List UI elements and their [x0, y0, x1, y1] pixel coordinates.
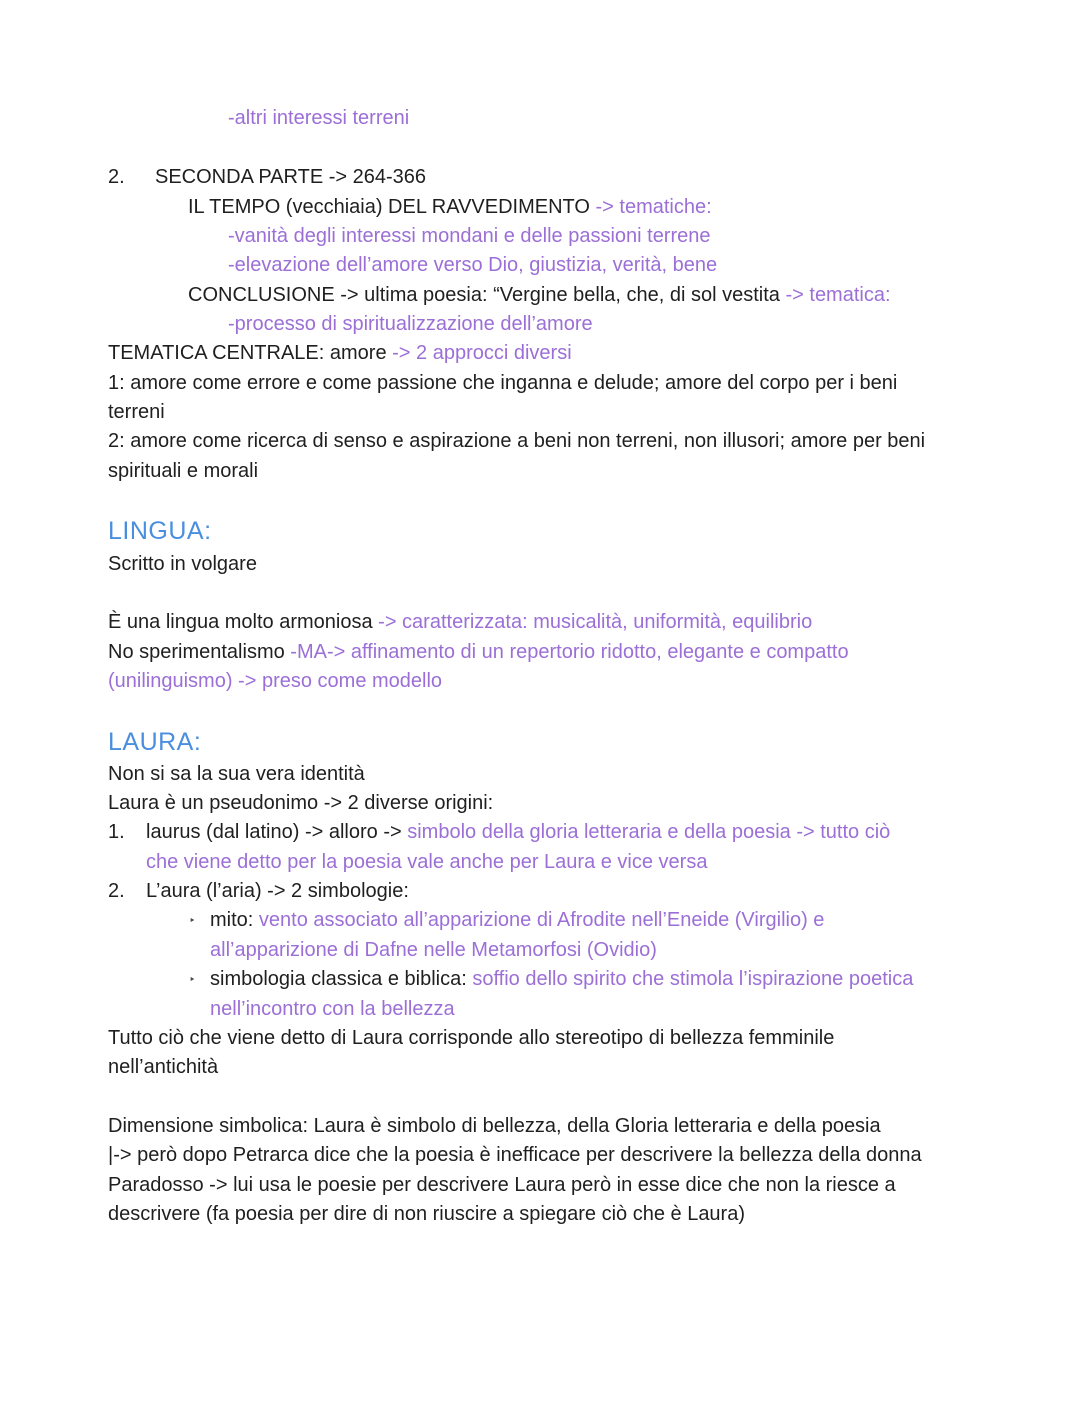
note-line: mito: vento associato all’apparizione di Afrodite nell’Eneide (Virgilio) e	[210, 909, 825, 931]
note-line: descrivere (fa poesia per dire di non riuscire a spiegare ciò che è Laura)	[108, 1203, 746, 1225]
note-line: all’apparizione di Dafne nelle Metamorfosi (Ovidio)	[210, 939, 657, 961]
heading-lingua: LINGUA:	[108, 517, 212, 545]
note-line: |-> però dopo Petrarca dice che la poesia è inefficace per descrivere la bellezza della donna	[108, 1144, 922, 1166]
note-line: IL TEMPO (vecchiaia) DEL RAVVEDIMENTO -> tematiche:	[188, 196, 712, 218]
triangle-bullet-icon: ‣	[189, 974, 196, 986]
note-line: CONCLUSIONE -> ultima poesia: “Vergine bella, che, di sol vestita -> tematica:	[188, 284, 891, 306]
section-title: SECONDA PARTE -> 264-366	[155, 166, 427, 188]
note-line: L’aura (l’aria) -> 2 simbologie:	[146, 880, 409, 902]
list-number: 1.	[108, 821, 125, 843]
note-line: Tutto ciò che viene detto di Laura corrisponde allo stereotipo di bellezza femminile	[108, 1027, 835, 1049]
note-line: Paradosso -> lui usa le poesie per descrivere Laura però in esse dice che non la riesce a	[108, 1174, 896, 1196]
note-line: Non si sa la sua vera identità	[108, 763, 365, 785]
note-line: TEMATICA CENTRALE: amore -> 2 approcci diversi	[108, 342, 572, 364]
note-line: nell’antichità	[108, 1056, 219, 1078]
note-line: 1: amore come errore e come passione che inganna e delude; amore del corpo per i beni	[108, 372, 898, 394]
note-line: -elevazione dell’amore verso Dio, giustizia, verità, bene	[228, 254, 718, 276]
note-line: -vanità degli interessi mondani e delle passioni terrene	[228, 225, 711, 247]
note-line: Laura è un pseudonimo -> 2 diverse origini:	[108, 792, 494, 814]
note-line: che viene detto per la poesia vale anche per Laura e vice versa	[146, 851, 708, 873]
note-line: 2: amore come ricerca di senso e aspirazione a beni non terreni, non illusori; amore per beni	[108, 430, 926, 452]
heading-laura: LAURA:	[108, 728, 202, 756]
note-line: terreni	[108, 401, 165, 423]
triangle-bullet-icon: ‣	[189, 915, 196, 927]
note-line: simbologia classica e biblica: soffio dello spirito che stimola l’ispirazione poetica	[210, 968, 914, 990]
note-line: -altri interessi terreni	[228, 107, 410, 129]
note-line: -processo di spiritualizzazione dell’amore	[228, 313, 593, 335]
list-number: 2.	[108, 880, 125, 902]
note-line: nell’incontro con la bellezza	[210, 998, 455, 1020]
note-line: Dimensione simbolica: Laura è simbolo di bellezza, della Gloria letteraria e della poesia	[108, 1115, 881, 1137]
list-number: 2.	[108, 166, 125, 188]
note-line: È una lingua molto armoniosa -> caratterizzata: musicalità, uniformità, equilibrio	[108, 611, 813, 633]
note-line: laurus (dal latino) -> alloro -> simbolo della gloria letteraria e della poesia -> tutto ciò	[146, 821, 891, 843]
note-line: Scritto in volgare	[108, 553, 257, 575]
note-line: spirituali e morali	[108, 460, 259, 482]
note-line: (unilinguismo) -> preso come modello	[108, 670, 443, 692]
note-line: No sperimentalismo -MA-> affinamento di un repertorio ridotto, elegante e compatto	[108, 641, 849, 663]
